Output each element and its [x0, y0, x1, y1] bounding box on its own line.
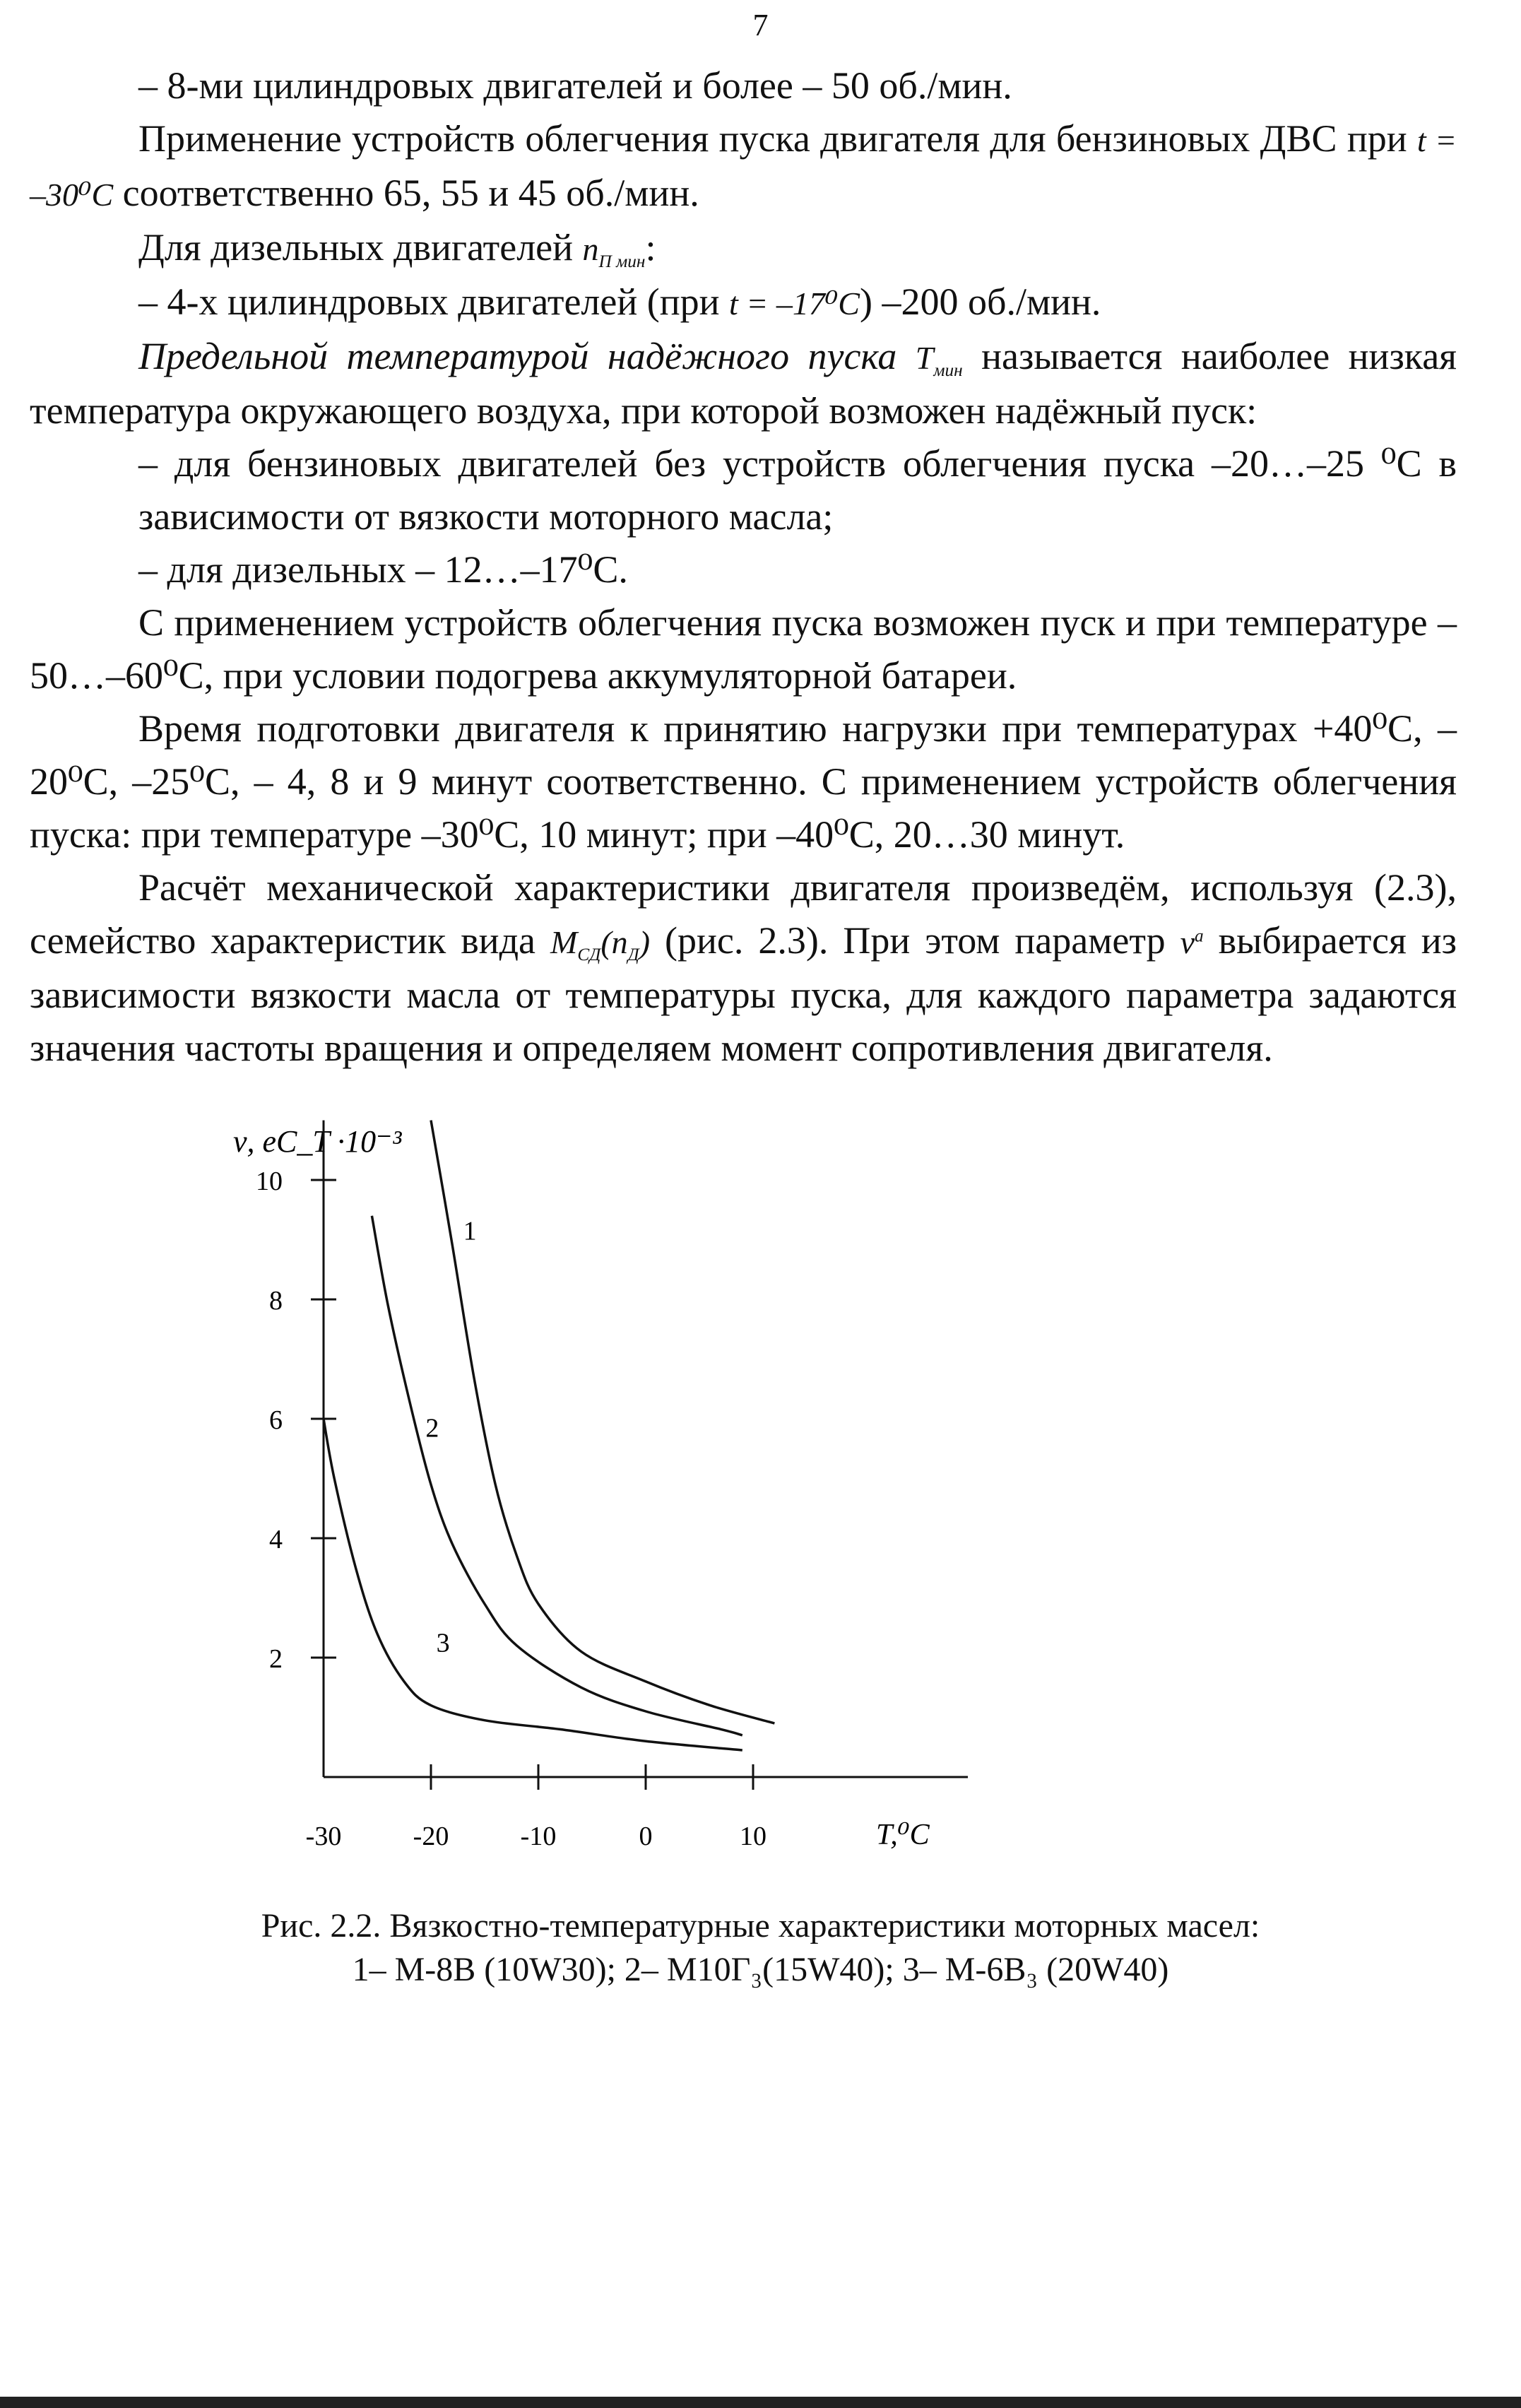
- figure-caption: [0, 1904, 1521, 1992]
- paragraph-prep-time: Время подготовки двигателя к принятию нагрузки при температурах +40⁰С, –20⁰С, –25⁰С, – 4, 8 и 9 минут соответственно. С применением устройств облегчения пуска: при температуре –30⁰С, 10 минут; при –40⁰С, 20…30 минут.: [30, 707, 1457, 856]
- series-line-1: [431, 1121, 774, 1724]
- paragraph-diesel: [30, 221, 1457, 276]
- formula-n-min: [582, 231, 646, 272]
- x-axis-label: T,⁰C: [876, 1819, 930, 1851]
- x-tick-label: 10: [740, 1822, 767, 1851]
- chart-series: [324, 1121, 774, 1751]
- formula-subscript: СД: [577, 945, 601, 965]
- paragraph-4-cyl: [30, 276, 1457, 330]
- paragraph-definition: [30, 330, 1457, 437]
- x-tick-label: -20: [413, 1822, 449, 1851]
- text-run: соответственно 65, 55 и 45 об./мин.: [113, 172, 699, 214]
- formula-temp-minus17: t = –17⁰C: [729, 285, 860, 321]
- paragraph-calculation: [30, 861, 1457, 1075]
- formula-superscript: a: [1195, 926, 1204, 946]
- formula-temp-minus30: t = –30⁰C: [30, 122, 1457, 213]
- formula-symbol: T: [915, 340, 934, 376]
- text-run: – 4-х цилиндровых двигателей (при: [138, 281, 730, 323]
- text-run: (рис. 2.3). При этом параметр: [650, 919, 1180, 962]
- page-number: 7: [752, 8, 769, 42]
- paragraph-diesel-limit: – для дизельных – 12…–17⁰С.: [138, 548, 628, 591]
- formula-argument-close: ): [639, 924, 651, 960]
- paragraph-start-aids: [30, 112, 1457, 221]
- y-axis-label: ν, eC_T ·10⁻³: [233, 1124, 402, 1159]
- series-line-2: [372, 1216, 742, 1735]
- scan-edge: [0, 2397, 1521, 2408]
- formula-m-sd: [550, 924, 651, 965]
- y-tick-label: 6: [269, 1405, 283, 1435]
- text-run: ) –200 об./мин.: [859, 281, 1101, 323]
- x-tick-label: -30: [305, 1822, 342, 1851]
- y-tick-label: 10: [256, 1167, 283, 1196]
- text-run: Расчёт механической характеристики двигателя произведём, используя (2.3), семейство характеристик вида: [30, 866, 1457, 962]
- caption-line-2: 1– М-8В (10W30); 2– М10Г₃(15W40); 3– М-6В₃ (20W40): [352, 1951, 1169, 1988]
- text-run: :: [645, 226, 656, 268]
- formula-subscript: Д: [627, 945, 639, 965]
- formula-subscript: П мин: [598, 252, 646, 272]
- text-run: Применение устройств облегчения пуска двигателя для бензиновых ДВС при: [138, 117, 1417, 160]
- formula-t-min: [915, 340, 963, 381]
- text-run: выбирается из зависимости вязкости масла от температуры пуска, для каждого параметра задаются значения частоты вращения и определяем момент сопротивления двигателя.: [30, 919, 1457, 1069]
- x-tick-label: -10: [520, 1822, 557, 1851]
- curve-label-1: 1: [463, 1216, 477, 1246]
- chart-ticks: [256, 1167, 767, 1851]
- body-text: [30, 59, 1457, 1075]
- formula-nu-a: [1180, 924, 1204, 960]
- x-tick-label: 0: [639, 1822, 653, 1851]
- viscosity-chart: [212, 1102, 1017, 1869]
- formula-symbol: n: [582, 231, 599, 267]
- paragraph-8-cyl: – 8-ми цилиндровых двигателей и более – 50 об./мин.: [138, 64, 1012, 107]
- paragraph-aids-limit: С применением устройств облегчения пуска возможен пуск и при температуре –50…–60⁰С, при условии подогрева аккумуляторной батареи.: [30, 601, 1457, 697]
- y-tick-label: 4: [269, 1525, 283, 1554]
- chart-curve-labels: [425, 1217, 476, 1658]
- formula-argument: (n: [600, 924, 628, 960]
- formula-subscript: мин: [933, 360, 963, 381]
- curve-label-3: 3: [436, 1628, 450, 1658]
- y-tick-label: 2: [269, 1644, 283, 1674]
- text-run: Для дизельных двигателей: [138, 226, 583, 268]
- curve-label-2: 2: [425, 1413, 439, 1444]
- formula-symbol: ν: [1180, 924, 1195, 960]
- definition-term: Предельной температурой надёжного пуска: [138, 335, 897, 377]
- series-line-3: [324, 1419, 742, 1750]
- y-tick-label: 8: [269, 1286, 283, 1316]
- chart-svg: [212, 1102, 1017, 1865]
- text-run: называется наиболее низкая температура окружающего воздуха, при которой возможен надёжный пуск:: [30, 335, 1457, 432]
- formula-symbol: M: [550, 924, 578, 960]
- caption-line-1: Рис. 2.2. Вязкостно-температурные характеристики моторных масел:: [261, 1907, 1260, 1944]
- paragraph-petrol-limit: – для бензиновых двигателей без устройств облегчения пуска –20…–25 ⁰С в зависимости от вязкости моторного масла;: [138, 442, 1457, 538]
